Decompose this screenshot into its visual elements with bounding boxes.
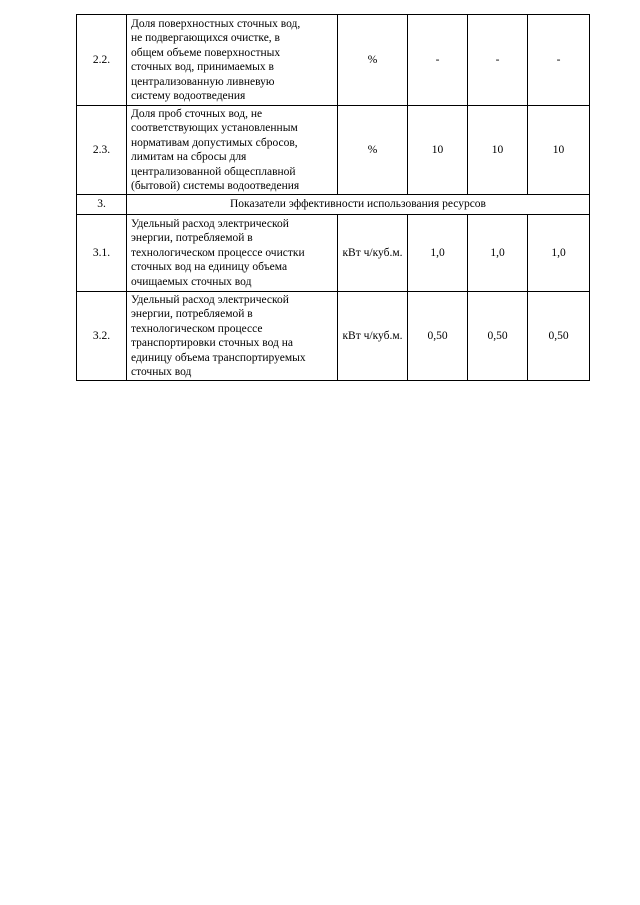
value-text: 0,50 — [427, 329, 448, 342]
value-cell — [408, 215, 468, 292]
value-cell — [468, 292, 528, 381]
indicator-name — [127, 15, 338, 106]
value-text: 1,0 — [551, 246, 566, 259]
row-number: 2.2. — [77, 15, 127, 106]
unit-cell — [338, 292, 408, 381]
value-cell — [408, 15, 468, 106]
indicator-name-line: очищаемых сточных вод — [131, 275, 252, 288]
value-cell — [528, 215, 590, 292]
section-title: Показатели эффективности использования ресурсов — [127, 195, 590, 215]
value-cell — [528, 15, 590, 106]
unit-text: % — [367, 143, 378, 156]
indicator-name-line: централизованную ливневую — [131, 75, 275, 88]
value-cell — [468, 215, 528, 292]
indicator-name-line: сточных вод — [131, 366, 192, 378]
indicator-name — [127, 106, 338, 195]
value-text: 10 — [552, 143, 565, 156]
value-text: - — [556, 53, 561, 66]
unit-text: ч/куб.м. — [363, 246, 403, 259]
indicator-name-line: соответствующих установленным — [131, 122, 298, 134]
value-text: - — [495, 53, 500, 66]
value-cell — [528, 106, 590, 195]
indicator-name-line: (бытовой) системы водоотведения — [131, 180, 300, 192]
value-text: 1,0 — [430, 246, 445, 259]
value-cell — [408, 292, 468, 381]
indicator-name-line: систему водоотведения — [131, 90, 246, 102]
table-row — [77, 15, 590, 106]
unit-cell — [338, 15, 408, 106]
indicator-name-line: Удельный расход электрической — [131, 217, 289, 230]
unit-text: % — [367, 53, 378, 66]
indicator-name-line: транспортировки сточных вод на — [131, 337, 293, 349]
table-row — [77, 292, 590, 381]
section-header-row — [77, 195, 590, 215]
unit-cell — [338, 215, 408, 292]
indicator-name-line: энергии, потребляемой в — [131, 308, 253, 320]
value-text: 1,0 — [490, 246, 505, 259]
indicator-name — [127, 292, 338, 381]
value-text: 10 — [431, 143, 444, 156]
indicator-name-line: сточных вод, принимаемых в — [131, 61, 274, 73]
indicator-name-line: централизованной общесплавной — [131, 165, 296, 178]
indicators-table — [76, 14, 590, 381]
indicator-name-line: Доля поверхностных сточных вод, — [131, 17, 301, 30]
table-row — [77, 106, 590, 195]
table-row — [77, 215, 590, 292]
indicator-name — [127, 215, 338, 292]
indicator-name-line: лимитам на сбросы для — [131, 151, 247, 163]
value-cell — [468, 15, 528, 106]
indicator-name-line: технологическом процессе — [131, 322, 263, 335]
indicator-name-line: сточных вод на единицу объема — [131, 261, 288, 274]
value-text: 0,50 — [487, 329, 508, 342]
unit-text: кВт — [342, 329, 361, 342]
row-number: 3.2. — [77, 292, 127, 381]
row-number: 3.1. — [77, 215, 127, 292]
value-cell — [468, 106, 528, 195]
indicator-name-line: энергии, потребляемой в — [131, 232, 253, 245]
unit-text: кВт — [342, 246, 361, 259]
row-number: 2.3. — [77, 106, 127, 195]
unit-cell — [338, 106, 408, 195]
value-text: 0,50 — [548, 329, 569, 342]
indicator-name-line: технологическом процессе очистки — [131, 246, 305, 259]
value-text: - — [435, 53, 440, 66]
section-number: 3. — [77, 195, 127, 215]
value-cell — [408, 106, 468, 195]
indicator-name-line: нормативам допустимых сбросов, — [131, 136, 298, 149]
indicator-name-line: Доля проб сточных вод, не — [131, 107, 263, 120]
indicator-name-line: не подвергающихся очистке, в — [131, 32, 280, 44]
unit-text: ч/куб.м. — [363, 329, 403, 342]
indicator-name-line: Удельный расход электрической — [131, 293, 289, 306]
value-cell — [528, 292, 590, 381]
indicator-name-line: общем объеме поверхностных — [131, 46, 281, 59]
value-text: 10 — [491, 143, 504, 156]
indicator-name-line: единицу объема транспортируемых — [131, 351, 306, 364]
